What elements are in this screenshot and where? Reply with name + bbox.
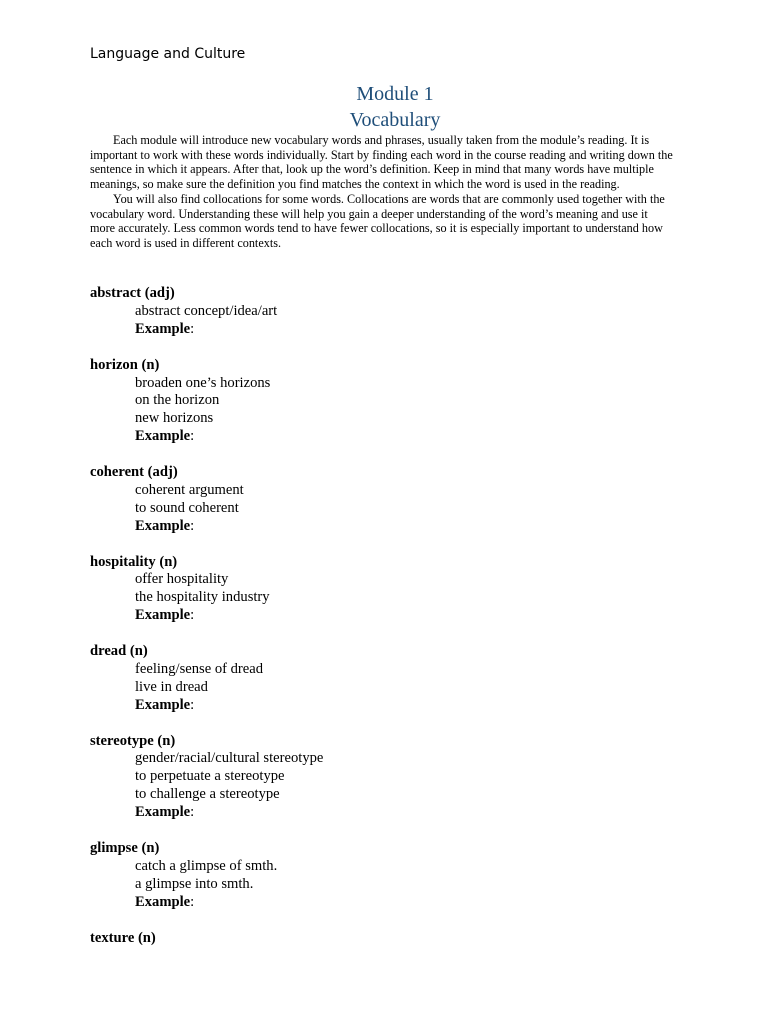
collocation: to challenge a stereotype bbox=[135, 786, 280, 803]
example-label: Example bbox=[135, 893, 191, 910]
example-line bbox=[90, 518, 675, 536]
running-header: Language and Culture bbox=[90, 46, 246, 62]
vocab-entry bbox=[90, 733, 675, 823]
collocation: to sound coherent bbox=[135, 499, 239, 516]
collocation: live in dread bbox=[135, 678, 208, 695]
example-line bbox=[90, 321, 675, 339]
example-label: Example bbox=[135, 804, 191, 821]
collocation: gender/racial/cultural stereotype bbox=[135, 750, 324, 767]
collocation: feeling/sense of dread bbox=[135, 660, 264, 677]
vocabulary-list bbox=[90, 285, 675, 965]
vocab-term: horizon (n) bbox=[90, 356, 160, 373]
intro-text bbox=[90, 133, 675, 251]
example-line bbox=[90, 804, 675, 822]
collocation: new horizons bbox=[135, 410, 214, 427]
example-colon: : bbox=[190, 804, 195, 821]
collocation: on the horizon bbox=[135, 392, 220, 409]
vocab-entry bbox=[90, 357, 675, 447]
intro-paragraph: Each module will introduce new vocabulary words and phrases, usually taken from the module’s reading. It is important to work with these words individually. Start by finding each word in the course reading and writing down the sentence in which it appears. After that, look up the word’s definition. Keep in mind that many words have multiple meanings, so make sure the definition you find matches the context in which the word is used in the reading. bbox=[90, 133, 673, 192]
example-line bbox=[90, 607, 675, 625]
example-line bbox=[90, 894, 675, 912]
example-colon: : bbox=[190, 428, 195, 445]
collocation: catch a glimpse of smth. bbox=[135, 857, 278, 874]
example-label: Example bbox=[135, 428, 191, 445]
vocab-term: dread (n) bbox=[90, 643, 148, 660]
vocab-entry bbox=[90, 643, 675, 715]
collocation: abstract concept/idea/art bbox=[135, 302, 278, 319]
example-colon: : bbox=[190, 320, 195, 337]
vocab-entry bbox=[90, 840, 675, 912]
example-label: Example bbox=[135, 696, 191, 713]
vocab-entry bbox=[90, 464, 675, 536]
collocation: coherent argument bbox=[135, 481, 244, 498]
module-title: Module 1 bbox=[356, 83, 434, 105]
vocab-term: coherent (adj) bbox=[90, 464, 178, 481]
section-title: Vocabulary bbox=[349, 109, 441, 131]
collocation: to perpetuate a stereotype bbox=[135, 768, 285, 785]
example-line bbox=[90, 697, 675, 715]
example-colon: : bbox=[190, 696, 195, 713]
example-colon: : bbox=[190, 893, 195, 910]
collocation: offer hospitality bbox=[135, 571, 229, 588]
example-label: Example bbox=[135, 320, 191, 337]
example-colon: : bbox=[190, 517, 195, 534]
example-label: Example bbox=[135, 517, 191, 534]
intro-paragraph: You will also find collocations for some words. Collocations are words that are commonly used together with the vocabulary word. Understanding these will help you gain a deeper understanding of the word’s meaning and use it more accurately. Less common words tend to have fewer collocations, so it is especially important to understand how each word is used in different contexts. bbox=[90, 191, 665, 250]
vocab-entry bbox=[90, 930, 675, 948]
example-line bbox=[90, 428, 675, 446]
collocation: a glimpse into smth. bbox=[135, 875, 254, 892]
example-colon: : bbox=[190, 607, 195, 624]
vocab-term: abstract (adj) bbox=[90, 285, 175, 301]
collocation: the hospitality industry bbox=[135, 589, 270, 606]
vocab-entry bbox=[90, 554, 675, 626]
vocab-entry bbox=[90, 285, 675, 339]
vocab-term: texture (n) bbox=[90, 929, 156, 946]
vocab-term: stereotype (n) bbox=[90, 732, 176, 749]
vocab-term: hospitality (n) bbox=[90, 553, 178, 570]
example-label: Example bbox=[135, 607, 191, 624]
vocab-term: glimpse (n) bbox=[90, 840, 160, 856]
collocation: broaden one’s horizons bbox=[135, 374, 271, 391]
